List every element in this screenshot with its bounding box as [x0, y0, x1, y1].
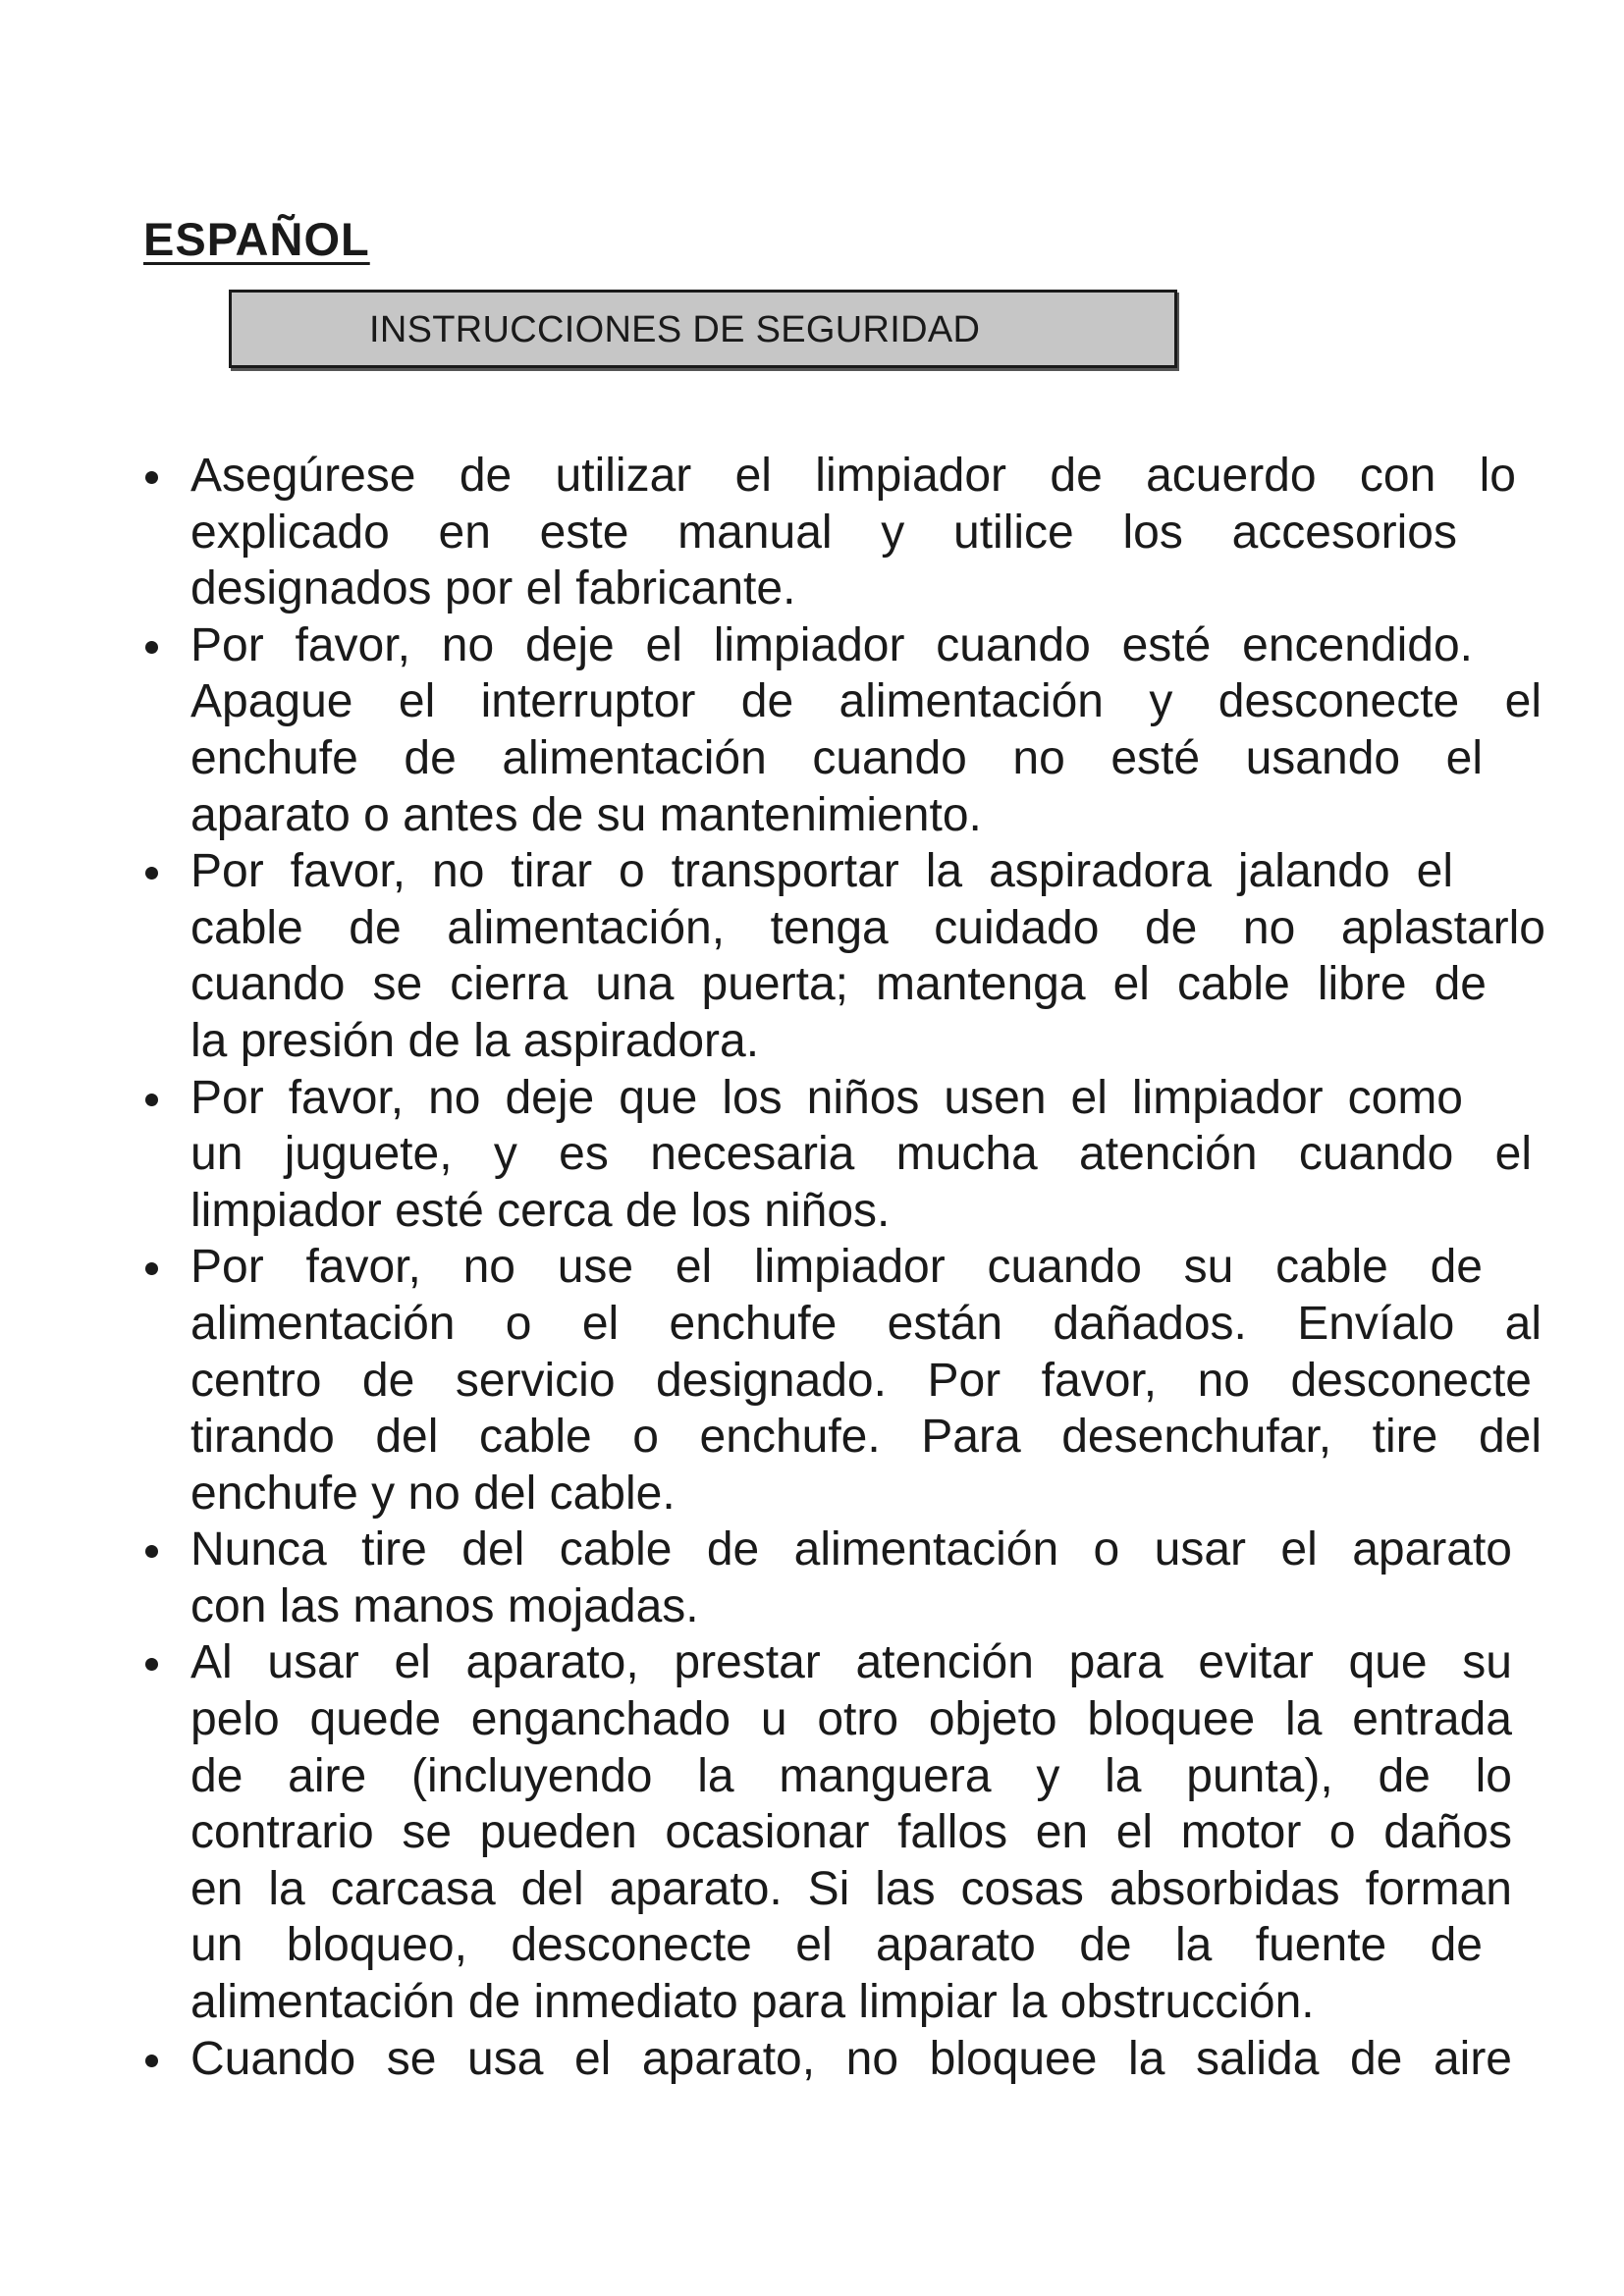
safety-item	[137, 2031, 1542, 2088]
safety-item-line: cable de alimentación, tenga cuidado de no aplastarlo	[190, 901, 1545, 954]
safety-instructions-list	[137, 448, 1545, 2087]
safety-item-line: cuando se cierra una puerta; mantenga el cable libre de	[190, 958, 1487, 1011]
safety-item-line: alimentación de inmediato para limpiar la obstrucción.	[190, 1976, 1315, 2029]
safety-item-line: en la carcasa del aparato. Si las cosas absorbidas forman	[190, 1862, 1512, 1915]
language-heading: ESPAÑOL	[143, 213, 370, 265]
safety-item-line: Por favor, no use el limpiador cuando su cable de	[190, 1241, 1483, 1294]
bullet-icon	[145, 1262, 158, 1275]
safety-item-line: centro de servicio designado. Por favor, no desconecte	[190, 1354, 1532, 1407]
safety-item-line: un juguete, y es necesaria mucha atención cuando el	[190, 1128, 1532, 1181]
safety-item-line: Por favor, no tirar o transportar la aspiradora jalando el	[190, 845, 1453, 898]
safety-item-line: Por favor, no deje el limpiador cuando esté encendido.	[190, 618, 1473, 671]
safety-item-line: designados por el fabricante.	[190, 562, 796, 615]
bullet-icon	[145, 867, 158, 880]
safety-item	[137, 617, 1542, 843]
safety-item	[137, 1522, 1542, 1634]
section-title-box	[229, 290, 1177, 368]
safety-item-line: Al usar el aparato, prestar atención para evitar que su	[190, 1636, 1512, 1689]
safety-item-line: pelo quede enganchado u otro objeto bloquee la entrada	[190, 1693, 1512, 1746]
safety-item-line: Cuando se usa el aparato, no bloquee la salida de aire	[190, 2032, 1512, 2085]
bullet-icon	[145, 1094, 158, 1106]
safety-item-line: alimentación o el enchufe están dañados. Envíalo al	[190, 1297, 1542, 1350]
bullet-icon	[145, 2055, 158, 2067]
safety-item-line: Apague el interruptor de alimentación y desconecte el	[190, 675, 1542, 728]
safety-item-line: un bloqueo, desconecte el aparato de la fuente de	[190, 1919, 1483, 1972]
safety-item	[137, 448, 1542, 617]
safety-item	[137, 1239, 1542, 1522]
section-title: INSTRUCCIONES DE SEGURIDAD	[369, 309, 981, 350]
safety-item	[137, 843, 1545, 1069]
safety-item-line: tirando del cable o enchufe. Para desenchufar, tire del	[190, 1411, 1542, 1464]
safety-item-line: de aire (incluyendo la manguera y la punta), de lo	[190, 1749, 1512, 1802]
safety-item-line: Asegúrese de utilizar el limpiador de acuerdo con lo	[190, 450, 1516, 502]
safety-item-line: Nunca tire del cable de alimentación o usar el aparato	[190, 1523, 1512, 1576]
safety-item-line: aparato o antes de su mantenimiento.	[190, 788, 982, 841]
safety-item-line: Por favor, no deje que los niños usen el limpiador como	[190, 1071, 1463, 1124]
bullet-icon	[145, 471, 158, 484]
safety-item-line: la presión de la aspiradora.	[190, 1014, 760, 1067]
safety-item-line: contrario se pueden ocasionar fallos en el motor o daños	[190, 1806, 1512, 1859]
safety-item	[137, 1634, 1542, 2030]
safety-item-line: enchufe de alimentación cuando no esté usando el	[190, 731, 1483, 784]
safety-item-line: limpiador esté cerca de los niños.	[190, 1184, 891, 1237]
safety-item-line: explicado en este manual y utilice los accesorios	[190, 506, 1457, 559]
safety-item	[137, 1070, 1542, 1240]
bullet-icon	[145, 1658, 158, 1671]
safety-item-line: con las manos mojadas.	[190, 1579, 699, 1632]
safety-item-line: enchufe y no del cable.	[190, 1467, 676, 1520]
bullet-icon	[145, 1545, 158, 1558]
bullet-icon	[145, 641, 158, 654]
